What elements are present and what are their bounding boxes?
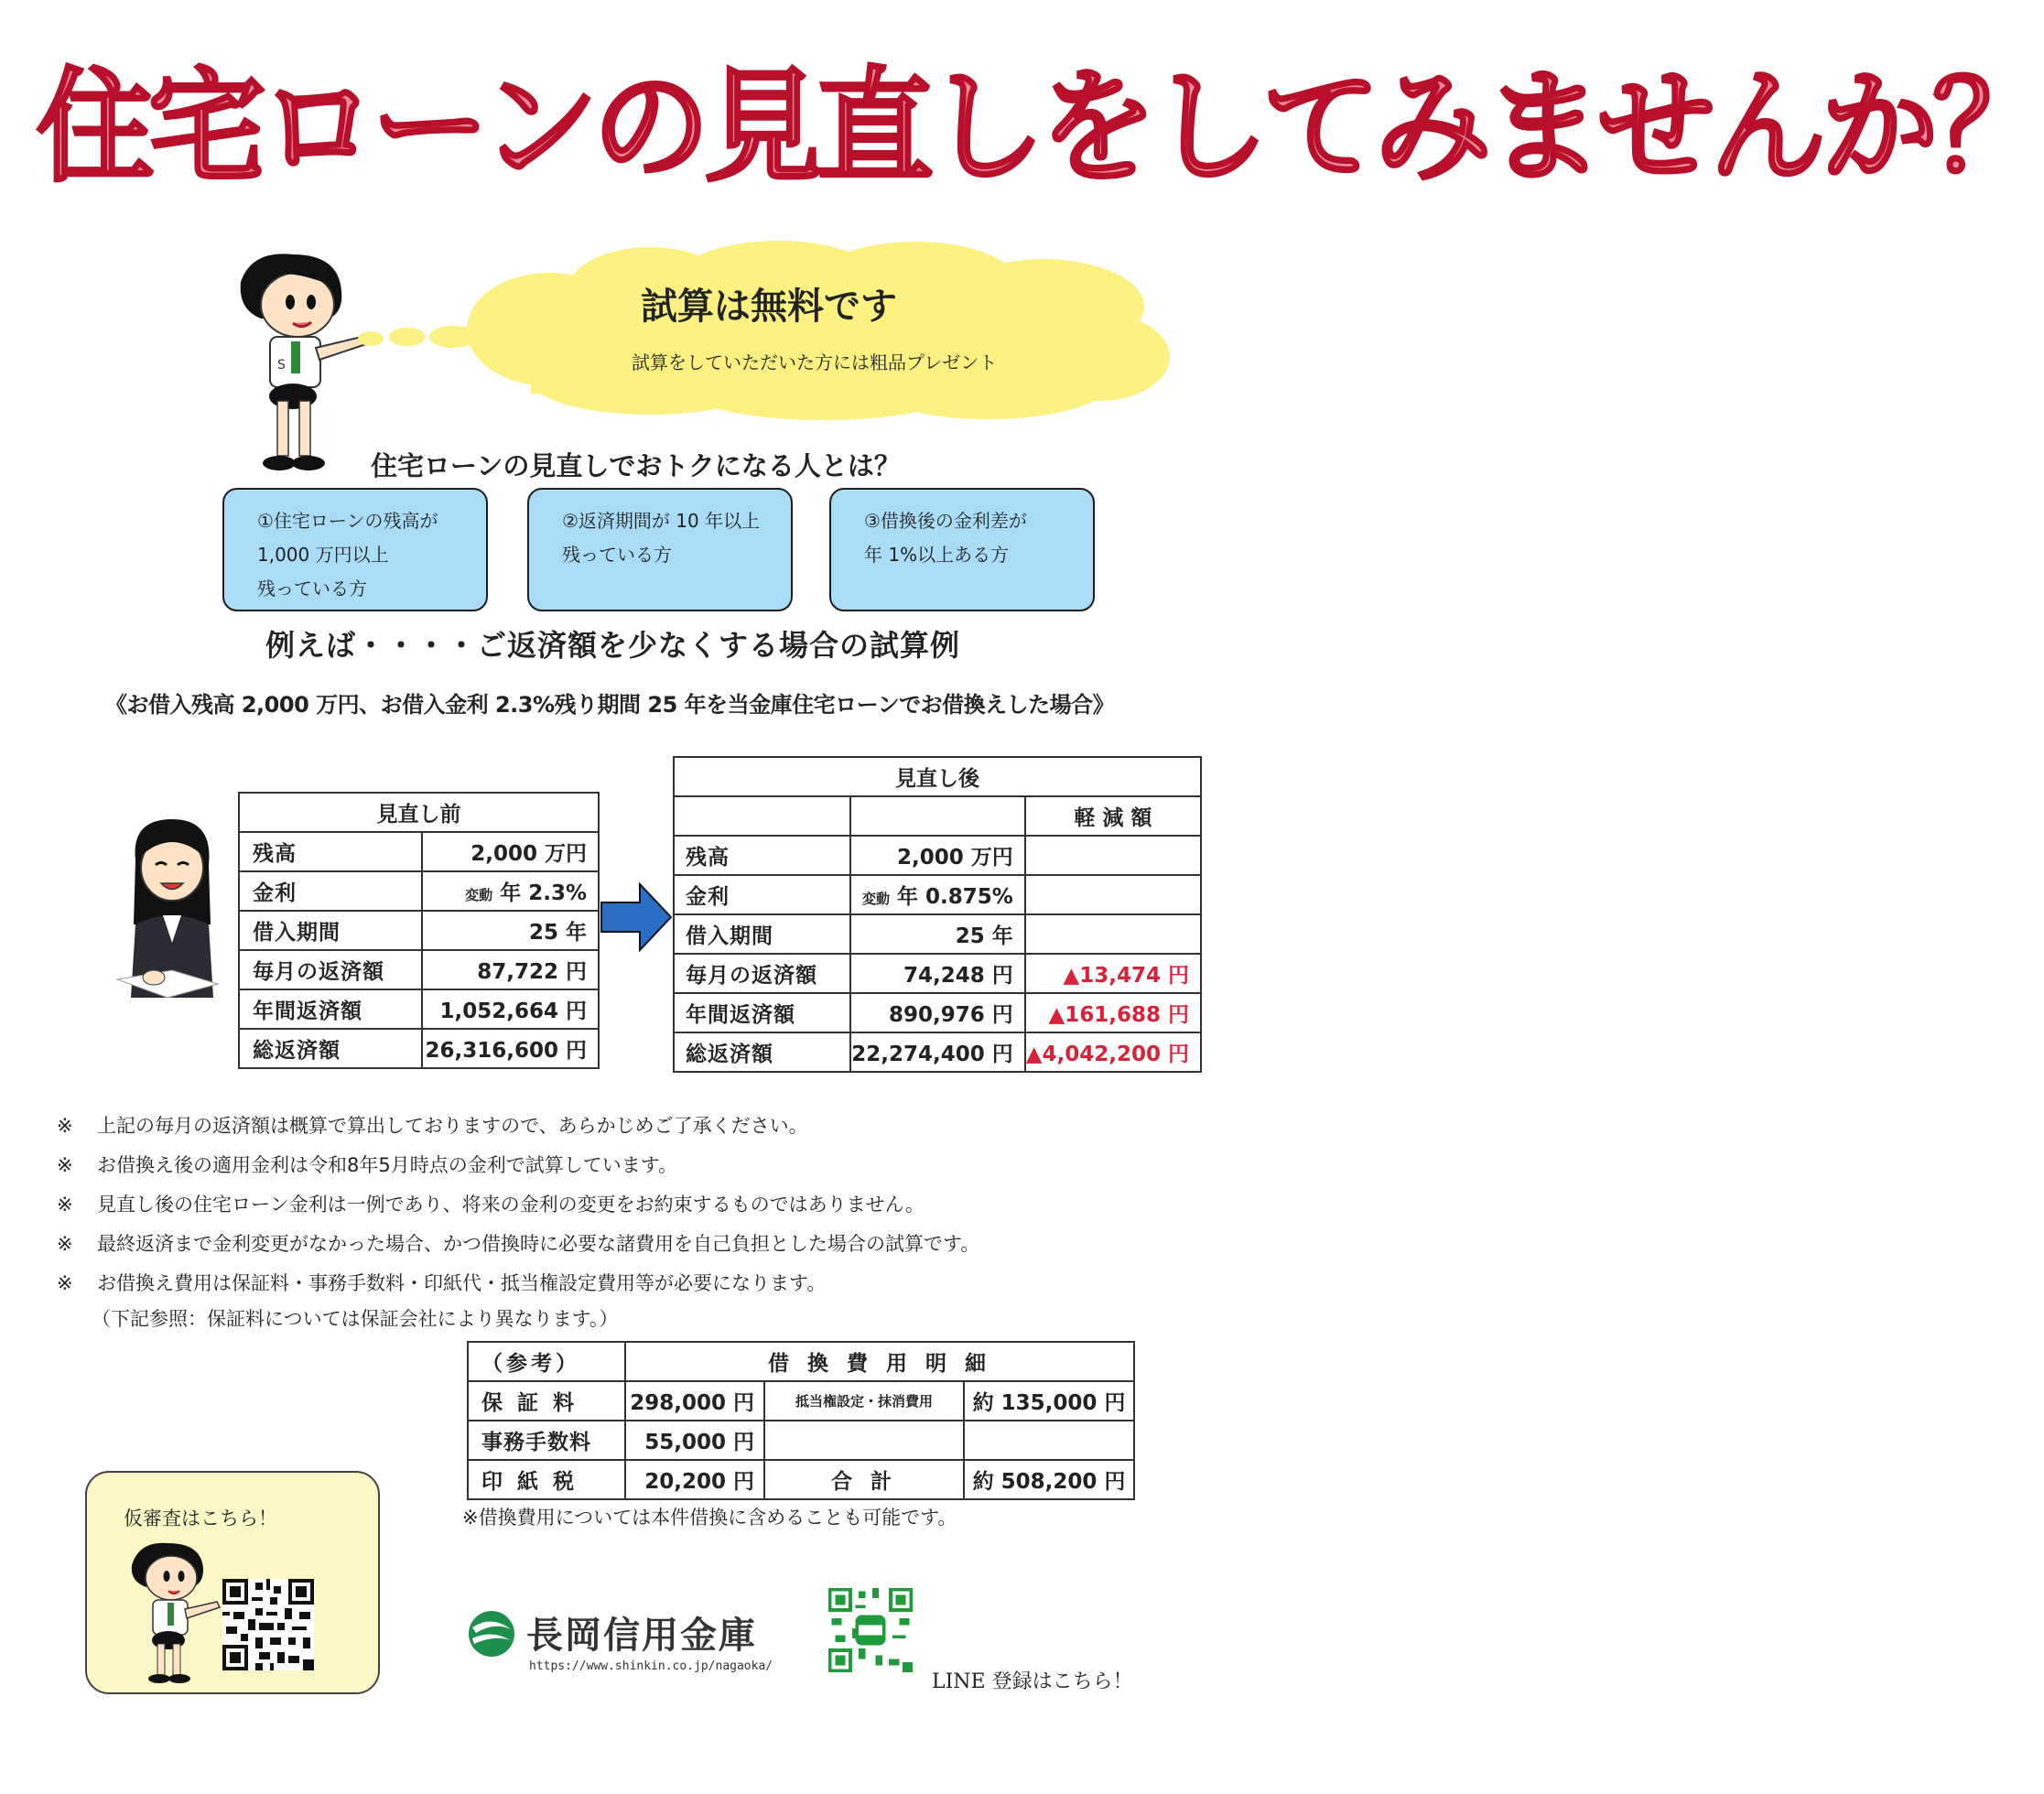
row-value: 年 2.3% — [500, 881, 587, 905]
condition-box-period — [527, 488, 793, 611]
row-reduction: ▲161,688 円 — [1025, 993, 1201, 1032]
cost-value: 298,000 円 — [625, 1381, 764, 1421]
row-label: 総返済額 — [239, 1029, 422, 1068]
row-value: 1,052,664 円 — [422, 989, 599, 1029]
note-text: 最終返済まで金利変更がなかった場合、かつ借換時に必要な諸費用を自己負担とした場合の試算です。 — [97, 1233, 980, 1255]
cost-table-title: 借 換 費 用 明 細 — [625, 1342, 1134, 1381]
cost-value: 55,000 円 — [625, 1421, 764, 1460]
note-mark: ※ — [57, 1194, 73, 1216]
row-label: 年間返済額 — [239, 989, 422, 1029]
before-table-header: 見直し前 — [239, 793, 599, 832]
row-reduction — [1025, 914, 1201, 954]
row-label: 毎月の返済額 — [239, 950, 422, 989]
row-value: 25 年 — [850, 914, 1025, 954]
condition-line: ①住宅ローンの残高が — [257, 510, 438, 532]
example-subheading: 《お借入残高 2,000 万円、お借入金利 2.3%残り期間 25 年を当金庫住宅ローンでお借換えした場合》 — [105, 692, 1115, 718]
arrow-right-icon — [600, 881, 673, 954]
row-value: 87,722 円 — [422, 950, 599, 989]
condition-line: ②返済期間が 10 年以上 — [562, 510, 761, 532]
row-label: 借入期間 — [239, 911, 422, 950]
row-value: 年 0.875% — [896, 885, 1013, 909]
condition-line: 1,000 万円以上 — [257, 544, 389, 566]
condition-line: 残っている方 — [257, 578, 367, 600]
note-mark: ※ — [57, 1233, 73, 1255]
row-value: 2,000 万円 — [850, 836, 1025, 875]
precheck-label: 仮審査はこちら！ — [124, 1508, 277, 1529]
cost-value — [964, 1421, 1134, 1460]
bank-logo-icon — [467, 1609, 516, 1659]
condition-line: 残っている方 — [562, 544, 672, 566]
note-text: 上記の毎月の返済額は概算で算出しておりますので、あらかじめご了承ください。 — [97, 1115, 808, 1137]
total-value: 約 508,200 円 — [964, 1460, 1134, 1499]
row-label: 総返済額 — [674, 1032, 850, 1072]
row-label: 年間返済額 — [674, 993, 850, 1032]
row-reduction: ▲4,042,200 円 — [1025, 1032, 1201, 1072]
note-mark: ※ — [57, 1115, 73, 1137]
after-refinance-table — [673, 756, 1202, 1073]
note-line — [57, 1150, 677, 1181]
note-text: 見直し後の住宅ローン金利は一例であり、将来の金利の変更をお約束するものではありません。 — [97, 1194, 925, 1216]
row-label: 毎月の返済額 — [674, 954, 850, 993]
after-table-header: 見直し後 — [674, 757, 1201, 796]
cost-label: 事務手数料 — [468, 1421, 625, 1460]
note-text: お借換え後の適用金利は令和8年5月時点の金利で試算しています。 — [97, 1154, 678, 1176]
row-reduction: ▲13,474 円 — [1025, 954, 1201, 993]
before-refinance-table — [238, 792, 600, 1069]
total-label: 合 計 — [764, 1460, 964, 1499]
row-label: 借入期間 — [674, 914, 850, 954]
bank-url[interactable]: https://www.shinkin.co.jp/nagaoka/ — [529, 1659, 773, 1673]
speech-bubble-tail — [352, 320, 645, 357]
note-text: （下記参照：保証料については保証会社により異なります。） — [92, 1308, 619, 1330]
condition-box-rate-gap — [829, 488, 1095, 611]
row-label: 金利 — [674, 875, 850, 914]
condition-box-balance — [222, 488, 488, 611]
benefit-heading: 住宅ローンの見直しでおトクになる人とは？ — [371, 450, 901, 481]
note-text: お借換え費用は保証料・事務手数料・印紙代・抵当権設定費用等が必要になります。 — [97, 1272, 827, 1294]
cost-value: 約 135,000 円 — [964, 1381, 1134, 1421]
note-mark: ※ — [57, 1272, 73, 1294]
cost-label: 保 証 料 — [468, 1381, 625, 1421]
cost-label: 印 紙 税 — [468, 1460, 625, 1499]
cloud-title: 試算は無料です — [641, 285, 897, 328]
headline: 住宅ローンの見直しをしてみませんか？ — [37, 56, 2044, 200]
row-reduction — [1025, 836, 1201, 875]
bank-name: 長岡信用金庫 — [526, 1615, 757, 1657]
rate-type: 変動 — [861, 891, 890, 907]
row-value: 26,316,600 円 — [422, 1029, 599, 1068]
row-value: 890,976 円 — [850, 993, 1025, 1032]
condition-line: 年 1%以上ある方 — [864, 544, 1010, 566]
row-label: 残高 — [674, 836, 850, 875]
condition-line: ③借換後の金利差が — [864, 510, 1027, 532]
cloud-subtitle: 試算をしていただいた方には粗品プレゼント — [632, 351, 998, 373]
line-registration-label: LINE 登録はこちら！ — [932, 1670, 1133, 1693]
cost-label — [764, 1421, 964, 1460]
cost-value: 20,200 円 — [625, 1460, 764, 1499]
refinance-cost-table — [467, 1341, 1135, 1500]
boy-character-small-illustration — [121, 1538, 222, 1684]
note-mark: ※ — [57, 1154, 73, 1176]
note-line — [57, 1189, 925, 1220]
cost-note: ※借換費用については本件借換に含めることも可能です。 — [462, 1507, 957, 1529]
note-line — [57, 1228, 979, 1259]
note-line — [57, 1110, 808, 1141]
row-value: 22,274,400 円 — [850, 1032, 1025, 1072]
rate-type: 変動 — [465, 887, 493, 903]
row-label: 残高 — [239, 832, 422, 871]
note-line — [57, 1268, 826, 1299]
row-label: 金利 — [239, 871, 422, 911]
row-value: 25 年 — [422, 911, 599, 950]
svg-text:S: S — [277, 358, 286, 373]
row-value: 74,248 円 — [850, 954, 1025, 993]
example-heading: 例えば・・・・ご返済額を少なくする場合の試算例 — [265, 628, 961, 663]
reference-label: （参考） — [468, 1342, 625, 1381]
woman-character-illustration — [117, 815, 227, 1007]
note-line — [92, 1303, 618, 1335]
cost-label: 抵当権設定・抹消費用 — [764, 1381, 964, 1421]
line-qr-code[interactable] — [828, 1588, 913, 1672]
reduction-header: 軽 減 額 — [1025, 796, 1201, 836]
row-reduction — [1025, 875, 1201, 914]
row-value: 2,000 万円 — [422, 832, 599, 871]
precheck-qr-code[interactable] — [222, 1579, 314, 1670]
